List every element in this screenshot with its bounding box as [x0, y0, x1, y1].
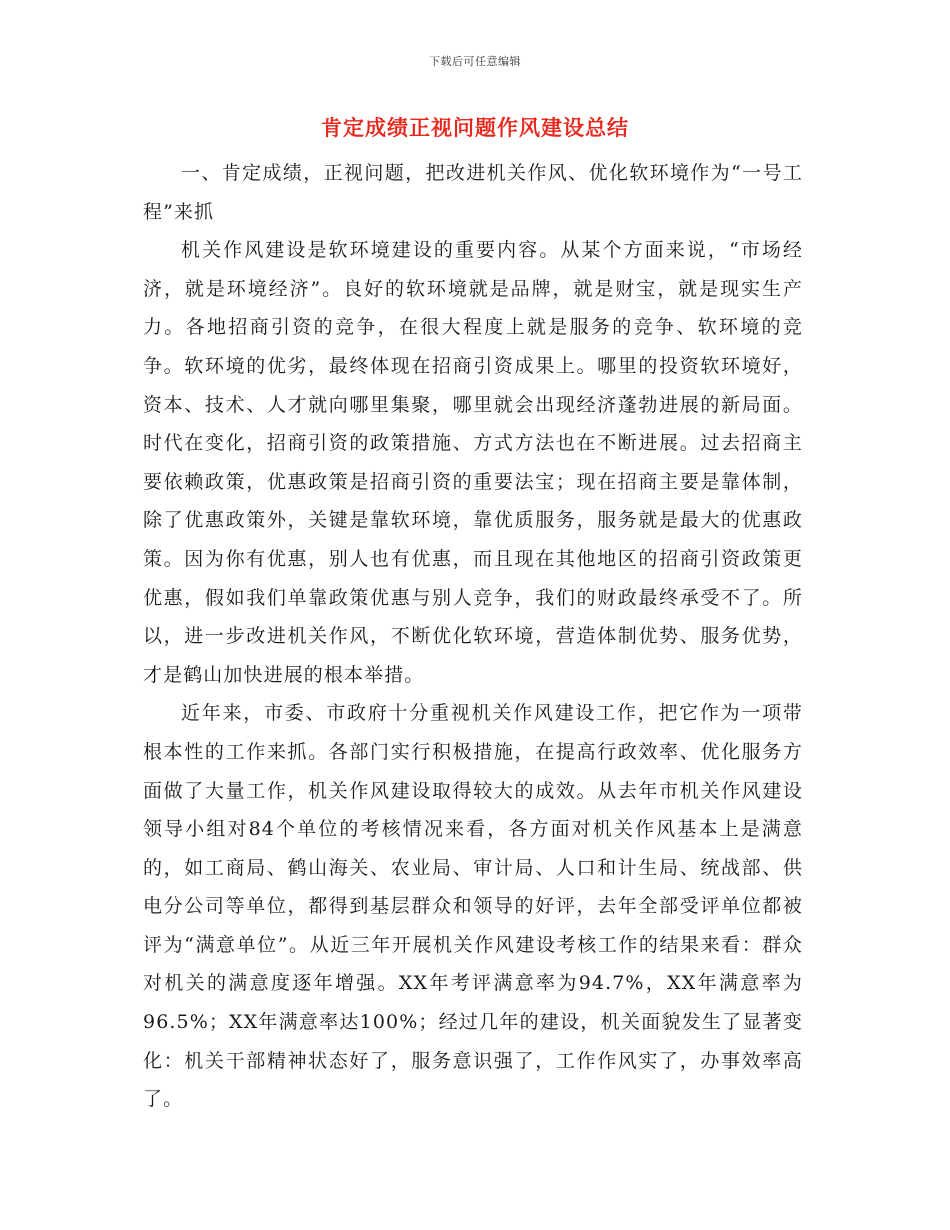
header-note: 下载后可任意编辑: [429, 55, 521, 68]
document-body: [143, 154, 803, 1119]
section-heading: 一、肯定成绩，正视问题，把改进机关作风、优化软环境作为“一号工程”来抓: [143, 162, 803, 223]
body-paragraph: 近年来，市委、市政府十分重视机关作风建设工作，把它作为一项带根本性的工作来抓。各部门实行积极措施，在提高行政效率、优化服务方面做了大量工作，机关作风建设取得较大的成效。从去年市机关作风建设领导小组对84个单位的考核情况来看，各方面对机关作风基本上是满意的，如工商局、鹤山海关、农业局、审计局、人口和计生局、统战部、供电分公司等单位，都得到基层群众和领导的好评，去年全部受评单位都被评为“满意单位”。从近三年开展机关作风建设考核工作的结果来看：群众对机关的满意度逐年增强。XX年考评满意率为94.7%，XX年满意率为96.5%；XX年满意率达100%；经过几年的建设，机关面貌发生了显著变化：机关干部精神状态好了，服务意识强了，工作作风实了，办事效率高了。: [143, 702, 803, 1111]
document-title: 肯定成绩正视问题作风建设总结: [321, 115, 629, 140]
body-paragraph: 机关作风建设是软环境建设的重要内容。从某个方面来说，“市场经济，就是环境经济”。良好的软环境就是品牌，就是财宝，就是现实生产力。各地招商引资的竞争，在很大程度上就是服务的竞争、软环境的竞争。软环境的优劣，最终体现在招商引资成果上。哪里的投资软环境好，资本、技术、人才就向哪里集聚，哪里就会出现经济蓬勃进展的新局面。时代在变化，招商引资的政策措施、方式方法也在不断进展。过去招商主要依赖政策，优惠政策是招商引资的重要法宝；现在招商主要是靠体制，除了优惠政策外，关键是靠软环境，靠优质服务，服务就是最大的优惠政策。因为你有优惠，别人也有优惠，而且现在其他地区的招商引资政策更优惠，假如我们单靠政策优惠与别人竞争，我们的财政最终承受不了。所以，进一步改进机关作风，不断优化软环境，营造体制优势、服务优势，才是鹤山加快进展的根本举措。: [143, 239, 803, 686]
